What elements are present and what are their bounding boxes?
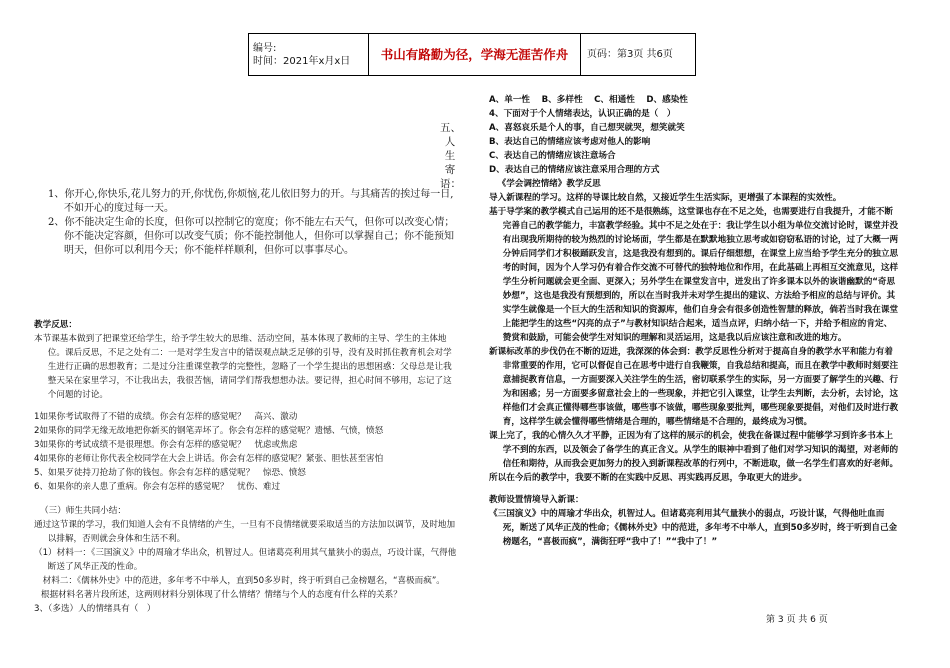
poem-title-vertical (440, 121, 460, 191)
q4-option: B、表达自己的情绪应该考虑对他人的影响 (489, 137, 651, 147)
header-page-info: 页码：第3页 共6页 (587, 49, 673, 60)
reflection2-para: 课上完了，我的心情久久才平静，正因为有了这样的展示的机会，使我在备课过程中能够学习到许多书本上学不到的东西，以及领会了备学生的真正含义。从学生的眼神中看到了他们对学习知识的渴望，对老师的信任和期待，从而我会更加努力的投入到新课程改革的行列中，不断进取，做一名学生们喜欢的好老师。 (489, 431, 899, 469)
poem-line: 1、你开心,你快乐,花儿努力的开,你忧伤,你烦恼,花儿依旧努力的开。与其痛苦的挨过每一日,不如开心的度过每一天。 (48, 189, 454, 214)
poem-title-char: 生 (444, 150, 456, 162)
question-item: 4如果你的老师让你代表全校同学在大会上讲话。你会有怎样的感觉呢？紧张、胆怯甚至害怕 (34, 454, 384, 464)
q3-options: A、单一性 B、多样性 C、相通性 D、感染性 (489, 95, 688, 105)
poem-title-char: 语： (440, 178, 461, 190)
page-header (248, 33, 696, 76)
intro-title: 教师设置情境导入新课： (489, 495, 584, 505)
right-column (489, 93, 899, 549)
reflection-body: 本节课基本做到了把课堂还给学生，给予学生较大的思维、活动空间，基本体现了教师的主导、学生的主体地位。课后反思，不足之处有二：一是对学生发言中的错误观点缺乏足够的引导，没有及时抓住教育机会对学生进行正确的思想教育；二是过分注重课堂教学的完整性，忽略了一个学生提出的思想困惑：父母总是让我整天呆在家里学习，不让我出去，我很苦恼，请同学们帮我想想办法。要记得，担心时间不够用，忘记了这个问题的讨论。 (34, 334, 452, 400)
summary-body: 通过这节课的学习，我们知道人会有不良情绪的产生，一旦有不良情绪就要采取适当的方法加以调节，及时地加以排解，否则就会身体和生活不利。 (34, 520, 456, 544)
page-footer: 第 3 页 共 6 页 (766, 615, 828, 625)
summary-title: （三）师生共同小结： (40, 506, 126, 516)
reflection2-para: 基于导学案的教学模式自己运用的还不是很熟练，这堂课也存在不足之处，也需要进行自我提升，才能不断完善自己的教学能力，丰富教学经验。其中不足之处在于：我让学生以小组为单位交流讨论时，课堂并没有出现我所期待的较为热烈的讨论场面，学生都是在默默地独立思考或如窃窃私语的讨论，过了大概一两分钟后同学们才积极踊跃发言，这是我没有想到的。课后仔细想想，在课堂上应当给予学生充分的独立思考的时间，因为个人学习仍有着合作交流不可替代的独特地位和作用，在此基础上再相互交流意见，这样学生分析问题就会更全面、更深入；另外学生在课堂发言中，迸发出了许多课本以外的诙谐幽默的“奇思妙想”，这也是我没有预想到的，所以在当时我并未对学生提出的建议、方法给予相应的总结与评价。其实学生就像是一个巨大的生活和知识的资源库，他们自身会有很多创造性智慧的释放，倘若当时我在课堂上能把学生的这些“闪亮的点子”与教材知识结合起来，适当点评，归纳小结一下，并给予相应的肯定、赞赏和鼓励，可能会使学生对知识的理解和灵活运用，这是我以后应该注意和改进的地方。 (489, 207, 899, 343)
poem-body (48, 188, 460, 258)
header-meta (249, 34, 369, 75)
time-label: 时间：2021年x月x日 (253, 55, 351, 67)
q4-option: D、表达自己的情绪应该注意采用合理的方式 (489, 165, 660, 175)
poem-line: 2、你不能决定生命的长度，但你可以控制它的宽度；你不能左右天气，但你可以改变心情；你不能决定容颜，但你可以改变气质；你不能控制他人，但你可以掌握自己；你不能预知明天，但你可以利用今天；你不能样样顺利，但你可以事事尽心。 (48, 217, 455, 256)
reflection2-para: 所以在今后的教学中，我要不断的在实践中反思、再实践再反思，争取更大的进步。 (489, 473, 807, 483)
question-item: 5、如果歹徒持刀抢劫了你的钱包。你会有怎样的感觉呢？ 惊恐、愤怒 (34, 468, 306, 478)
reflection2-title: 《学会调控情绪》教学反思 (497, 179, 601, 189)
number-label: 编号: (253, 42, 277, 54)
question-item: 2如果你的同学无缘无故地把你新买的钢笔弄坏了。你会有怎样的感觉呢？遗憾、气愤，愤怒 (34, 426, 384, 436)
question-item: 3如果你的考试成绩不是很理想。你会有怎样的感觉呢？ 忧虑或焦虑 (34, 440, 298, 450)
poem-title-char: 人 (444, 136, 456, 148)
intro-body: 《三国演义》中的周瑜才华出众，机智过人。但诸葛亮利用其气量狭小的弱点，巧设计谋，气得他吐血而死，断送了风华正茂的性命；《儒林外史》中的范进，多年考不中举人，直到50多岁时，终于听到自己金榜题名，“喜极而疯”，满街狂呼“我中了！”“我中了！” (489, 509, 898, 547)
left-column (34, 318, 460, 616)
poem-title-char: 五、 (440, 122, 461, 134)
reflection-title: 教学反思： (34, 320, 77, 330)
poem-title-char: 寄 (444, 164, 456, 176)
q4-option: C、表达自己的情绪应该注意场合 (489, 151, 616, 161)
q4-stem: 4、下面对于个人情绪表达，认识正确的是（ ） (489, 109, 676, 119)
header-motto: 书山有路勤为径，学海无涯苦作舟 (369, 34, 581, 75)
question-item: 1如果你考试取得了不错的成绩。你会有怎样的感觉呢？ 高兴、激动 (34, 412, 298, 422)
q4-option: A、喜怒哀乐是个人的事，自己想哭就哭，想笑就笑 (489, 123, 685, 133)
material-one: （1）材料一：《三国演义》中的周瑜才华出众，机智过人。但诸葛亮利用其气量狭小的弱点，巧设计谋，气得他断送了风华正茂的性命。 (34, 548, 457, 572)
material-question: 根据材料名著片段所述，这两则材料分别体现了什么情绪？情绪与个人的态度有什么样的关系？ (40, 590, 402, 600)
mc-question-3: 3、（多选）人的情绪具有（ ） (34, 604, 156, 614)
reflection2-para: 新课标改革的步伐仍在不断的迈进，我深深的体会到：教学反思性分析对于提高自身的教学水平和能力有着非常重要的作用，它可以督促自己在思考中进行自我鞭策，自我总结和提高，而且在教学中教师时刻要注意捕捉教育信息，一方面要深入关注学生的生活，密切联系学生的实际，另一方面要了解学生的兴趣、行为和困惑；另一方面要多留意社会上的一些现象，并把它引入课堂，让学生去判断，去分析，去讨论，这样他们才会真正懂得哪些事该做，哪些事不该做，哪些现象要批判，哪些现象要提倡，对他们及时进行教育，这样学生就会懂得哪些情绪是合理的，哪些情绪是不合理的，最终成为习惯。 (489, 347, 899, 427)
reflection2-para: 导入新课程的学习。这样的导课比较自然，又接近学生生活实际，更增强了本课程的实效性。 (489, 193, 842, 203)
material-two: 材料二：《儒林外史》中的范进，多年考不中举人，直到50多岁时，终于听到自己金榜题名，“喜极而疯”。 (42, 576, 445, 586)
question-item: 6、如果你的亲人患了重病。你会有怎样的感觉呢？ 忧伤、难过 (34, 482, 281, 492)
